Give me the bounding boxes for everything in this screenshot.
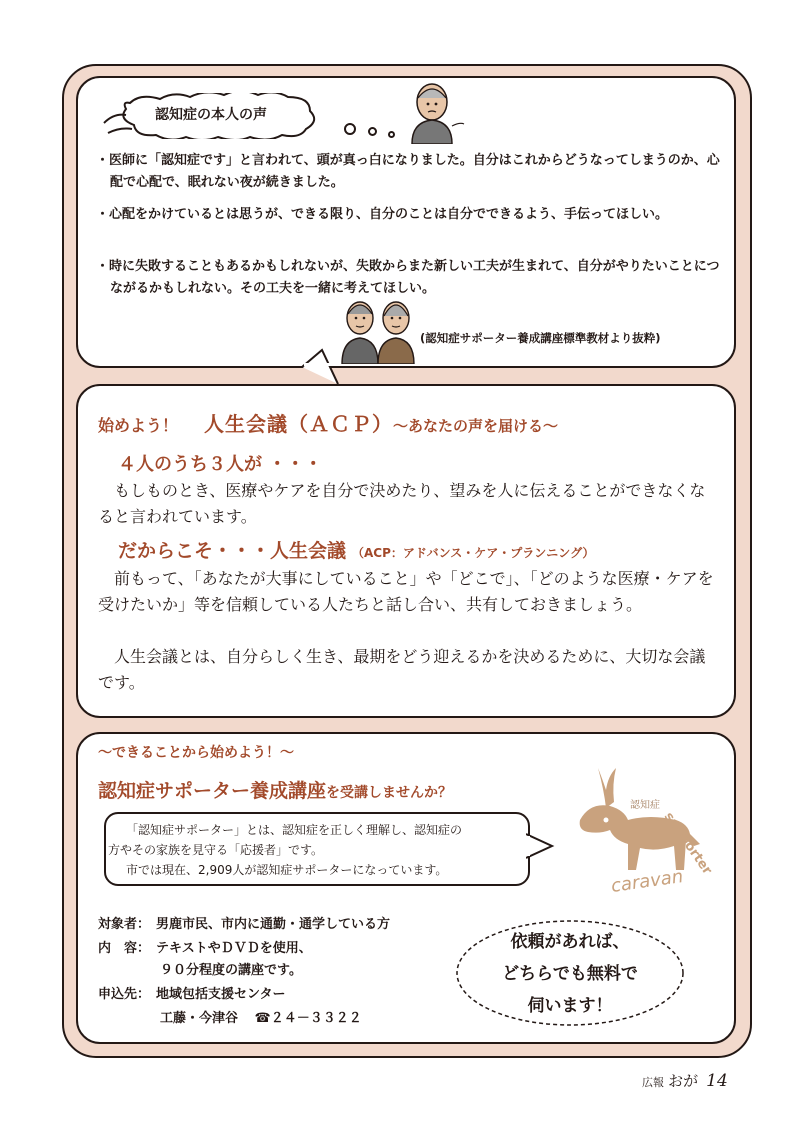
acp-para1: もしものとき、医療やケアを自分で決めたり、望みを人に伝えることができなくなると言われています。	[98, 481, 706, 526]
acp-title-c: ～あなたの声を届ける～	[393, 417, 559, 435]
footer-label: 広報	[642, 1076, 664, 1089]
content-value-1: テキストやＤＶＤを使用、	[156, 941, 312, 956]
acp-para2: 前もって、「あなたが大事にしていること」や「どこで」、「どのような医療・ケアを受けたいか」等を信頼している人たちと話し合い、共有しておきましょう。	[98, 569, 714, 614]
thought-dot	[368, 127, 377, 136]
voice-item: ・心配をかけているとは思うが、できる限り、自分のことは自分でできるよう、手伝ってほしい。	[96, 207, 669, 222]
voice-item: ・時に失敗することもあるかもしれないが、失敗からまた新しい工夫が生まれて、自分がやりたいことにつながるかもしれない。その工夫を一緒に考えてほしい。	[96, 259, 720, 296]
free-notice	[454, 926, 686, 1022]
speech-box-tail	[526, 832, 556, 862]
content-value-2: ９０分程度の講座です。	[160, 963, 302, 978]
supporter-head2-main: 認知症サポーター養成講座	[98, 780, 327, 802]
free-line: 伺います！	[527, 996, 613, 1016]
acp-title-a: 始めよう！	[98, 416, 179, 435]
apply-value-2: 工藤・今津谷	[160, 1011, 239, 1026]
logo-arc-text: supporter	[660, 809, 715, 878]
voice-item: ・医師に「認知症です」と言われて、頭が真っ白になりました。自分はこれからどうなってしまうのか、心配で心配で、眠れない夜が続きました。	[96, 153, 720, 190]
acp-head2-sub: （ACP：アドバンス・ケア・プランニング）	[352, 546, 595, 560]
supporter-description	[108, 820, 528, 880]
free-line: どちらでも無料で	[502, 964, 638, 984]
acp-head1: ４人のうち３人が ・・・	[118, 454, 323, 475]
apply-contact	[160, 1008, 362, 1030]
acp-title	[98, 408, 558, 437]
content-label: 内 容：	[98, 941, 151, 956]
supporter-caravan-logo	[560, 760, 736, 910]
target-value: 男鹿市民、市内に通勤・通学している方	[156, 917, 391, 932]
supporter-desc-line: 方やその家族を見守る「応援者」です。	[108, 843, 324, 857]
supporter-desc-line: 市では現在、2,909人が認知症サポーターになっています。	[126, 863, 448, 877]
phone-number[interactable]: ２４－３３２２	[270, 1011, 362, 1026]
acp-head2-main: だからこそ・・・人生会議	[118, 540, 347, 562]
supporter-desc-line: 「認知症サポーター」とは、認知症を正しく理解し、認知症の	[126, 823, 463, 837]
page-number: 14	[706, 1071, 728, 1091]
thought-dot	[344, 123, 356, 135]
logo-small-text: 認知症	[630, 800, 660, 811]
elderly-couple-icon	[340, 296, 418, 364]
footer	[642, 1070, 728, 1091]
worried-person-icon	[404, 80, 468, 144]
apply-value-1: 地域包括支援センター	[156, 987, 286, 1002]
supporter-head2-tail: を受講しませんか？	[326, 785, 453, 801]
supporter-head2	[98, 776, 452, 803]
detail-target	[98, 914, 390, 936]
acp-title-b: 人生会議（ＡＣＰ）	[204, 412, 394, 436]
acp-head2	[118, 536, 594, 563]
voices-title: 認知症の本人の声	[155, 107, 267, 123]
apply-label: 申込先：	[98, 987, 151, 1002]
detail-apply	[98, 984, 285, 1006]
detail-content	[98, 938, 312, 960]
target-label: 対象者：	[98, 917, 151, 932]
acp-para3: 人生会議とは、自分らしく生き、最期をどう迎えるかを決めるために、大切な会議です。	[98, 647, 706, 692]
voices-source: (認知症サポーター養成講座標準教材より抜粋)	[420, 331, 661, 345]
phone-icon: ☎	[254, 1011, 271, 1026]
free-line: 依頼があれば、	[510, 932, 630, 952]
logo-bottom-text: caravan	[609, 866, 685, 897]
footer-name: おが	[668, 1072, 699, 1090]
thought-dot	[388, 131, 395, 138]
supporter-head1: ～できることから始めよう！～	[98, 745, 294, 761]
